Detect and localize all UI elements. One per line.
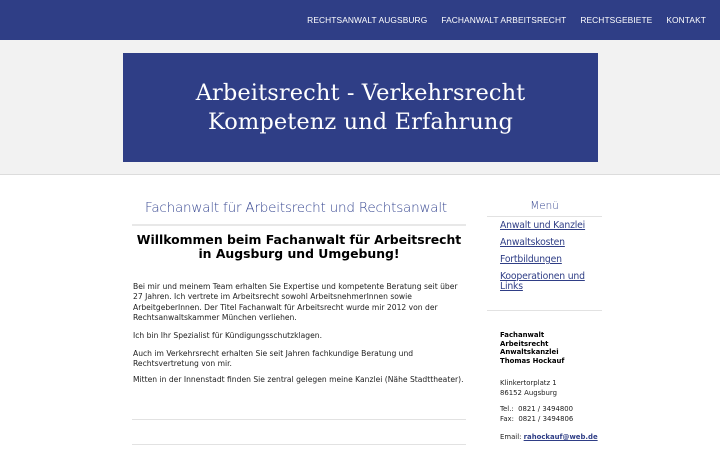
contact-fax: Fax: 0821 / 3494806	[500, 414, 574, 423]
top-navigation-bar	[0, 0, 720, 40]
hero-section	[0, 40, 720, 175]
content-divider	[132, 419, 466, 420]
contact-name-line-2: Arbeitsrecht	[500, 339, 549, 348]
banner-line-1: Arbeitsrecht - Verkehrsrecht	[195, 79, 526, 106]
sidebar-menu-title: Menü	[530, 200, 559, 212]
content-divider-bottom	[132, 444, 466, 445]
nav-link-fachanwalt-arbeitsrecht[interactable]: FACHANWALT ARBEITSRECHT	[441, 15, 567, 25]
contact-street: Klinkertorplatz 1	[500, 379, 557, 387]
nav-link-rechtsgebiete[interactable]: RECHTSGEBIETE	[580, 15, 653, 25]
specialist-paragraph: Ich bin Ihr Spezialist für Kündigungsschutzklagen.	[133, 331, 323, 340]
contact-address	[500, 379, 610, 398]
sidebar-item-kooperationen-und-links[interactable]: Kooperationen und Links	[500, 271, 585, 292]
contact-name-line-1: Fachanwalt	[500, 331, 545, 339]
sidebar-item-anwaltskosten[interactable]: Anwaltskosten	[500, 237, 565, 248]
page-title: Fachanwalt für Arbeitsrecht und Rechtsanwalt	[145, 200, 448, 216]
sidebar-item-fortbildungen[interactable]: Fortbildungen	[500, 254, 562, 265]
welcome-heading: Willkommen beim Fachanwalt für Arbeitsrecht in Augsburg und Umgebung!	[136, 232, 462, 261]
main-navigation	[307, 0, 720, 40]
traffic-law-paragraph: Auch im Verkehrsrecht erhalten Sie seit Jahren fachkundige Beratung und Rechtsvertretung von mir.	[133, 349, 414, 369]
contact-name-line-3: Anwaltskanzlei	[500, 348, 559, 357]
location-paragraph: Mitten in der Innenstadt finden Sie zentral gelegen meine Kanzlei (Nähe Stadttheater).	[133, 375, 464, 384]
contact-email-row	[500, 433, 610, 443]
contact-email-link[interactable]: rahockauf@web.de	[523, 433, 598, 441]
banner-line-2: Kompetenz und Erfahrung	[207, 108, 514, 135]
title-divider	[132, 224, 466, 226]
nav-link-rechtsanwalt-augsburg[interactable]: RECHTSANWALT AUGSBURG	[307, 15, 428, 25]
sidebar-item-anwalt-und-kanzlei[interactable]: Anwalt und Kanzlei	[500, 220, 586, 231]
nav-link-kontakt[interactable]: KONTAKT	[666, 15, 706, 25]
sidebar-menu-divider	[487, 216, 602, 217]
contact-phone-fax	[500, 405, 610, 424]
intro-paragraph: Bei mir und meinem Team erhalten Sie Expertise und kompetente Beratung seit über 27 Jahren. Ich vertrete im Arbeitsrecht sowohl ArbeitsnehmerInnen sowie ArbeitgeberInnen. Der Titel Fachanwalt für Arbeitsrecht wurde mir 2012 von der Rechtsanwaltskammer München verliehen.	[133, 282, 458, 322]
contact-tel: Tel.: 0821 / 3494800	[500, 405, 574, 413]
hero-banner	[123, 53, 598, 162]
sidebar-divider	[487, 310, 602, 311]
contact-name-line-4: Thomas Hockauf	[500, 356, 565, 365]
contact-firm-name	[500, 331, 602, 365]
contact-email-label: Email:	[500, 433, 524, 441]
contact-city: 86152 Augsburg	[500, 388, 557, 397]
